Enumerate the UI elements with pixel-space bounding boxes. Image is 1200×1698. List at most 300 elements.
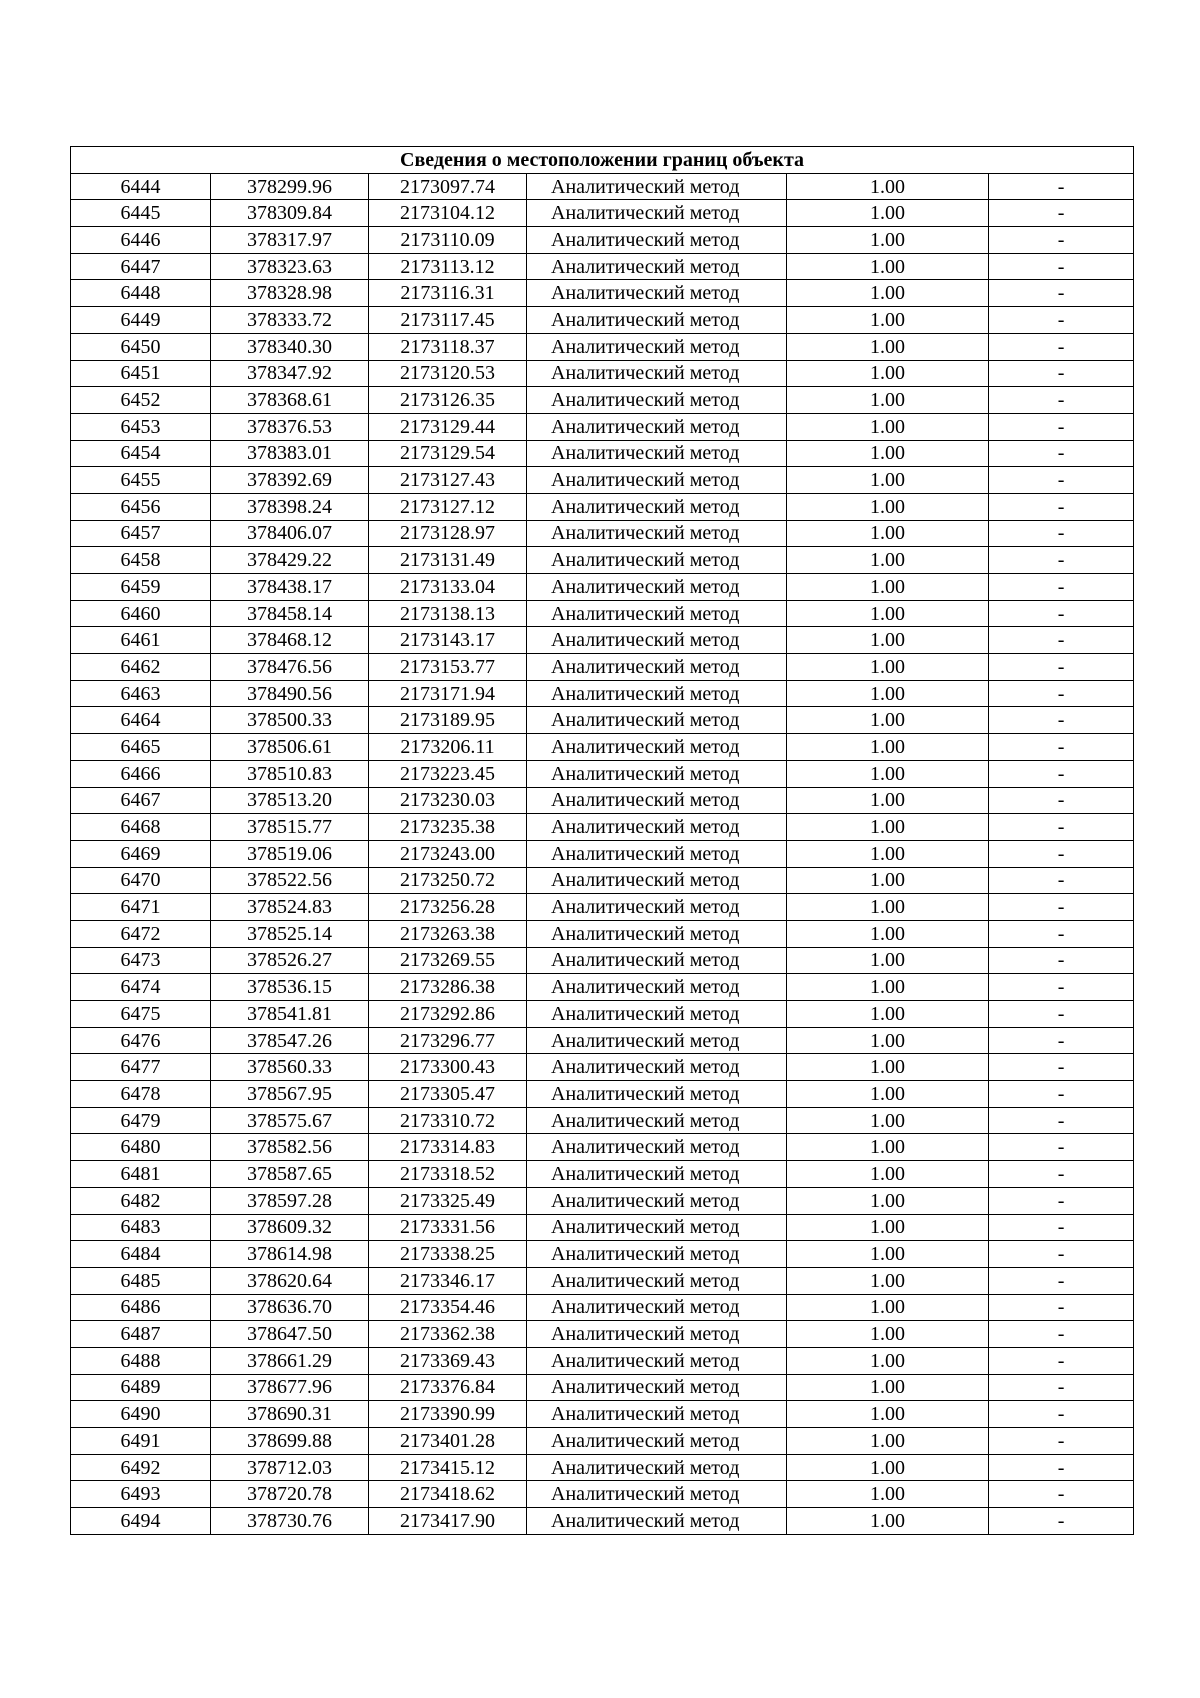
y-coordinate-cell: 2173127.43	[369, 467, 527, 494]
point-number-cell: 6449	[71, 307, 211, 334]
point-number-cell: 6474	[71, 974, 211, 1001]
description-cell: -	[989, 333, 1134, 360]
accuracy-cell: 1.00	[787, 760, 989, 787]
accuracy-cell: 1.00	[787, 1508, 989, 1535]
point-number-cell: 6481	[71, 1161, 211, 1188]
table-title-row	[71, 147, 1134, 174]
y-coordinate-cell: 2173110.09	[369, 227, 527, 254]
table-row	[71, 840, 1134, 867]
y-coordinate-cell: 2173305.47	[369, 1081, 527, 1108]
table-row	[71, 1241, 1134, 1268]
point-number-cell: 6467	[71, 787, 211, 814]
table-row	[71, 1454, 1134, 1481]
description-cell: -	[989, 1374, 1134, 1401]
description-cell: -	[989, 520, 1134, 547]
x-coordinate-cell: 378317.97	[211, 227, 369, 254]
method-cell: Аналитический метод	[527, 1374, 787, 1401]
point-number-cell: 6469	[71, 840, 211, 867]
point-number-cell: 6478	[71, 1081, 211, 1108]
accuracy-cell: 1.00	[787, 947, 989, 974]
point-number-cell: 6476	[71, 1027, 211, 1054]
x-coordinate-cell: 378506.61	[211, 734, 369, 761]
description-cell: -	[989, 1187, 1134, 1214]
accuracy-cell: 1.00	[787, 1241, 989, 1268]
y-coordinate-cell: 2173171.94	[369, 680, 527, 707]
accuracy-cell: 1.00	[787, 467, 989, 494]
table-row	[71, 947, 1134, 974]
description-cell: -	[989, 1267, 1134, 1294]
point-number-cell: 6488	[71, 1347, 211, 1374]
table-row	[71, 600, 1134, 627]
y-coordinate-cell: 2173118.37	[369, 333, 527, 360]
accuracy-cell: 1.00	[787, 920, 989, 947]
table-row	[71, 1347, 1134, 1374]
accuracy-cell: 1.00	[787, 360, 989, 387]
accuracy-cell: 1.00	[787, 1054, 989, 1081]
point-number-cell: 6484	[71, 1241, 211, 1268]
y-coordinate-cell: 2173129.44	[369, 413, 527, 440]
y-coordinate-cell: 2173369.43	[369, 1347, 527, 1374]
method-cell: Аналитический метод	[527, 280, 787, 307]
description-cell: -	[989, 600, 1134, 627]
accuracy-cell: 1.00	[787, 1267, 989, 1294]
point-number-cell: 6459	[71, 574, 211, 601]
x-coordinate-cell: 378661.29	[211, 1347, 369, 1374]
table-row	[71, 333, 1134, 360]
point-number-cell: 6460	[71, 600, 211, 627]
method-cell: Аналитический метод	[527, 787, 787, 814]
description-cell: -	[989, 200, 1134, 227]
method-cell: Аналитический метод	[527, 227, 787, 254]
description-cell: -	[989, 1321, 1134, 1348]
table-row	[71, 1161, 1134, 1188]
y-coordinate-cell: 2173354.46	[369, 1294, 527, 1321]
description-cell: -	[989, 920, 1134, 947]
y-coordinate-cell: 2173120.53	[369, 360, 527, 387]
table-row	[71, 1294, 1134, 1321]
description-cell: -	[989, 1081, 1134, 1108]
y-coordinate-cell: 2173235.38	[369, 814, 527, 841]
table-row	[71, 173, 1134, 200]
x-coordinate-cell: 378609.32	[211, 1214, 369, 1241]
method-cell: Аналитический метод	[527, 1347, 787, 1374]
table-row	[71, 1401, 1134, 1428]
x-coordinate-cell: 378458.14	[211, 600, 369, 627]
point-number-cell: 6482	[71, 1187, 211, 1214]
x-coordinate-cell: 378567.95	[211, 1081, 369, 1108]
y-coordinate-cell: 2173206.11	[369, 734, 527, 761]
table-row	[71, 1481, 1134, 1508]
point-number-cell: 6472	[71, 920, 211, 947]
table-row	[71, 1508, 1134, 1535]
accuracy-cell: 1.00	[787, 654, 989, 681]
description-cell: -	[989, 1481, 1134, 1508]
method-cell: Аналитический метод	[527, 1241, 787, 1268]
x-coordinate-cell: 378368.61	[211, 387, 369, 414]
description-cell: -	[989, 387, 1134, 414]
x-coordinate-cell: 378720.78	[211, 1481, 369, 1508]
accuracy-cell: 1.00	[787, 440, 989, 467]
accuracy-cell: 1.00	[787, 867, 989, 894]
table-row	[71, 493, 1134, 520]
method-cell: Аналитический метод	[527, 1081, 787, 1108]
point-number-cell: 6448	[71, 280, 211, 307]
method-cell: Аналитический метод	[527, 1214, 787, 1241]
point-number-cell: 6493	[71, 1481, 211, 1508]
accuracy-cell: 1.00	[787, 1374, 989, 1401]
x-coordinate-cell: 378525.14	[211, 920, 369, 947]
method-cell: Аналитический метод	[527, 387, 787, 414]
accuracy-cell: 1.00	[787, 547, 989, 574]
point-number-cell: 6447	[71, 253, 211, 280]
y-coordinate-cell: 2173223.45	[369, 760, 527, 787]
point-number-cell: 6483	[71, 1214, 211, 1241]
table-row	[71, 1107, 1134, 1134]
point-number-cell: 6465	[71, 734, 211, 761]
method-cell: Аналитический метод	[527, 547, 787, 574]
method-cell: Аналитический метод	[527, 360, 787, 387]
y-coordinate-cell: 2173318.52	[369, 1161, 527, 1188]
description-cell: -	[989, 1294, 1134, 1321]
method-cell: Аналитический метод	[527, 1294, 787, 1321]
method-cell: Аналитический метод	[527, 947, 787, 974]
description-cell: -	[989, 707, 1134, 734]
y-coordinate-cell: 2173390.99	[369, 1401, 527, 1428]
y-coordinate-cell: 2173129.54	[369, 440, 527, 467]
accuracy-cell: 1.00	[787, 1001, 989, 1028]
table-row	[71, 307, 1134, 334]
description-cell: -	[989, 173, 1134, 200]
method-cell: Аналитический метод	[527, 1267, 787, 1294]
method-cell: Аналитический метод	[527, 307, 787, 334]
accuracy-cell: 1.00	[787, 1161, 989, 1188]
description-cell: -	[989, 253, 1134, 280]
y-coordinate-cell: 2173362.38	[369, 1321, 527, 1348]
method-cell: Аналитический метод	[527, 1054, 787, 1081]
point-number-cell: 6464	[71, 707, 211, 734]
x-coordinate-cell: 378513.20	[211, 787, 369, 814]
accuracy-cell: 1.00	[787, 520, 989, 547]
point-number-cell: 6473	[71, 947, 211, 974]
x-coordinate-cell: 378575.67	[211, 1107, 369, 1134]
method-cell: Аналитический метод	[527, 440, 787, 467]
point-number-cell: 6479	[71, 1107, 211, 1134]
point-number-cell: 6485	[71, 1267, 211, 1294]
x-coordinate-cell: 378476.56	[211, 654, 369, 681]
x-coordinate-cell: 378547.26	[211, 1027, 369, 1054]
x-coordinate-cell: 378560.33	[211, 1054, 369, 1081]
description-cell: -	[989, 1241, 1134, 1268]
point-number-cell: 6466	[71, 760, 211, 787]
method-cell: Аналитический метод	[527, 467, 787, 494]
point-number-cell: 6446	[71, 227, 211, 254]
accuracy-cell: 1.00	[787, 307, 989, 334]
y-coordinate-cell: 2173126.35	[369, 387, 527, 414]
x-coordinate-cell: 378522.56	[211, 867, 369, 894]
method-cell: Аналитический метод	[527, 1134, 787, 1161]
table-row	[71, 253, 1134, 280]
point-number-cell: 6489	[71, 1374, 211, 1401]
y-coordinate-cell: 2173331.56	[369, 1214, 527, 1241]
method-cell: Аналитический метод	[527, 173, 787, 200]
table-row	[71, 654, 1134, 681]
point-number-cell: 6471	[71, 894, 211, 921]
accuracy-cell: 1.00	[787, 707, 989, 734]
point-number-cell: 6458	[71, 547, 211, 574]
accuracy-cell: 1.00	[787, 1454, 989, 1481]
y-coordinate-cell: 2173346.17	[369, 1267, 527, 1294]
x-coordinate-cell: 378620.64	[211, 1267, 369, 1294]
table-row	[71, 200, 1134, 227]
accuracy-cell: 1.00	[787, 1081, 989, 1108]
method-cell: Аналитический метод	[527, 1187, 787, 1214]
y-coordinate-cell: 2173116.31	[369, 280, 527, 307]
point-number-cell: 6452	[71, 387, 211, 414]
point-number-cell: 6445	[71, 200, 211, 227]
y-coordinate-cell: 2173300.43	[369, 1054, 527, 1081]
method-cell: Аналитический метод	[527, 253, 787, 280]
table-row	[71, 280, 1134, 307]
table-row	[71, 440, 1134, 467]
description-cell: -	[989, 413, 1134, 440]
point-number-cell: 6486	[71, 1294, 211, 1321]
x-coordinate-cell: 378383.01	[211, 440, 369, 467]
method-cell: Аналитический метод	[527, 680, 787, 707]
accuracy-cell: 1.00	[787, 227, 989, 254]
y-coordinate-cell: 2173131.49	[369, 547, 527, 574]
accuracy-cell: 1.00	[787, 200, 989, 227]
description-cell: -	[989, 760, 1134, 787]
accuracy-cell: 1.00	[787, 600, 989, 627]
description-cell: -	[989, 1134, 1134, 1161]
method-cell: Аналитический метод	[527, 894, 787, 921]
method-cell: Аналитический метод	[527, 867, 787, 894]
description-cell: -	[989, 493, 1134, 520]
y-coordinate-cell: 2173138.13	[369, 600, 527, 627]
x-coordinate-cell: 378587.65	[211, 1161, 369, 1188]
description-cell: -	[989, 547, 1134, 574]
table-row	[71, 974, 1134, 1001]
x-coordinate-cell: 378398.24	[211, 493, 369, 520]
table-title: Сведения о местоположении границ объекта	[71, 147, 1134, 174]
accuracy-cell: 1.00	[787, 1428, 989, 1455]
description-cell: -	[989, 1107, 1134, 1134]
x-coordinate-cell: 378519.06	[211, 840, 369, 867]
description-cell: -	[989, 867, 1134, 894]
description-cell: -	[989, 440, 1134, 467]
description-cell: -	[989, 947, 1134, 974]
description-cell: -	[989, 894, 1134, 921]
description-cell: -	[989, 814, 1134, 841]
accuracy-cell: 1.00	[787, 173, 989, 200]
description-cell: -	[989, 1454, 1134, 1481]
x-coordinate-cell: 378524.83	[211, 894, 369, 921]
y-coordinate-cell: 2173296.77	[369, 1027, 527, 1054]
y-coordinate-cell: 2173286.38	[369, 974, 527, 1001]
x-coordinate-cell: 378582.56	[211, 1134, 369, 1161]
table-row	[71, 467, 1134, 494]
x-coordinate-cell: 378526.27	[211, 947, 369, 974]
description-cell: -	[989, 787, 1134, 814]
point-number-cell: 6451	[71, 360, 211, 387]
point-number-cell: 6456	[71, 493, 211, 520]
method-cell: Аналитический метод	[527, 1481, 787, 1508]
table-row	[71, 1187, 1134, 1214]
method-cell: Аналитический метод	[527, 1321, 787, 1348]
method-cell: Аналитический метод	[527, 200, 787, 227]
accuracy-cell: 1.00	[787, 333, 989, 360]
table-row	[71, 574, 1134, 601]
description-cell: -	[989, 360, 1134, 387]
y-coordinate-cell: 2173418.62	[369, 1481, 527, 1508]
y-coordinate-cell: 2173269.55	[369, 947, 527, 974]
accuracy-cell: 1.00	[787, 1134, 989, 1161]
x-coordinate-cell: 378299.96	[211, 173, 369, 200]
y-coordinate-cell: 2173230.03	[369, 787, 527, 814]
y-coordinate-cell: 2173143.17	[369, 627, 527, 654]
accuracy-cell: 1.00	[787, 814, 989, 841]
table-row	[71, 760, 1134, 787]
description-cell: -	[989, 574, 1134, 601]
method-cell: Аналитический метод	[527, 1161, 787, 1188]
x-coordinate-cell: 378333.72	[211, 307, 369, 334]
y-coordinate-cell: 2173376.84	[369, 1374, 527, 1401]
method-cell: Аналитический метод	[527, 654, 787, 681]
x-coordinate-cell: 378515.77	[211, 814, 369, 841]
table-row	[71, 920, 1134, 947]
description-cell: -	[989, 1401, 1134, 1428]
table-row	[71, 1081, 1134, 1108]
x-coordinate-cell: 378323.63	[211, 253, 369, 280]
y-coordinate-cell: 2173128.97	[369, 520, 527, 547]
y-coordinate-cell: 2173113.12	[369, 253, 527, 280]
accuracy-cell: 1.00	[787, 1214, 989, 1241]
accuracy-cell: 1.00	[787, 1294, 989, 1321]
y-coordinate-cell: 2173417.90	[369, 1508, 527, 1535]
table-row	[71, 627, 1134, 654]
table-row	[71, 734, 1134, 761]
method-cell: Аналитический метод	[527, 840, 787, 867]
accuracy-cell: 1.00	[787, 1481, 989, 1508]
table-row	[71, 894, 1134, 921]
table-row	[71, 680, 1134, 707]
point-number-cell: 6450	[71, 333, 211, 360]
table-row	[71, 1001, 1134, 1028]
method-cell: Аналитический метод	[527, 1428, 787, 1455]
x-coordinate-cell: 378328.98	[211, 280, 369, 307]
x-coordinate-cell: 378677.96	[211, 1374, 369, 1401]
description-cell: -	[989, 1347, 1134, 1374]
point-number-cell: 6477	[71, 1054, 211, 1081]
x-coordinate-cell: 378510.83	[211, 760, 369, 787]
description-cell: -	[989, 974, 1134, 1001]
table-row	[71, 814, 1134, 841]
method-cell: Аналитический метод	[527, 1401, 787, 1428]
x-coordinate-cell: 378712.03	[211, 1454, 369, 1481]
x-coordinate-cell: 378468.12	[211, 627, 369, 654]
x-coordinate-cell: 378636.70	[211, 1294, 369, 1321]
description-cell: -	[989, 280, 1134, 307]
table-row	[71, 1054, 1134, 1081]
accuracy-cell: 1.00	[787, 574, 989, 601]
x-coordinate-cell: 378597.28	[211, 1187, 369, 1214]
y-coordinate-cell: 2173104.12	[369, 200, 527, 227]
x-coordinate-cell: 378500.33	[211, 707, 369, 734]
table-row	[71, 1214, 1134, 1241]
description-cell: -	[989, 654, 1134, 681]
x-coordinate-cell: 378541.81	[211, 1001, 369, 1028]
table-row	[71, 547, 1134, 574]
x-coordinate-cell: 378536.15	[211, 974, 369, 1001]
y-coordinate-cell: 2173310.72	[369, 1107, 527, 1134]
description-cell: -	[989, 1027, 1134, 1054]
accuracy-cell: 1.00	[787, 1027, 989, 1054]
y-coordinate-cell: 2173415.12	[369, 1454, 527, 1481]
boundary-coordinates-table	[70, 146, 1134, 1535]
y-coordinate-cell: 2173189.95	[369, 707, 527, 734]
accuracy-cell: 1.00	[787, 1107, 989, 1134]
accuracy-cell: 1.00	[787, 1347, 989, 1374]
table-row	[71, 1267, 1134, 1294]
point-number-cell: 6444	[71, 173, 211, 200]
method-cell: Аналитический метод	[527, 1508, 787, 1535]
y-coordinate-cell: 2173325.49	[369, 1187, 527, 1214]
x-coordinate-cell: 378490.56	[211, 680, 369, 707]
x-coordinate-cell: 378614.98	[211, 1241, 369, 1268]
point-number-cell: 6492	[71, 1454, 211, 1481]
method-cell: Аналитический метод	[527, 814, 787, 841]
table-row	[71, 1134, 1134, 1161]
accuracy-cell: 1.00	[787, 840, 989, 867]
method-cell: Аналитический метод	[527, 920, 787, 947]
accuracy-cell: 1.00	[787, 1321, 989, 1348]
table-row	[71, 413, 1134, 440]
accuracy-cell: 1.00	[787, 787, 989, 814]
y-coordinate-cell: 2173250.72	[369, 867, 527, 894]
method-cell: Аналитический метод	[527, 734, 787, 761]
accuracy-cell: 1.00	[787, 387, 989, 414]
point-number-cell: 6462	[71, 654, 211, 681]
table-row	[71, 787, 1134, 814]
description-cell: -	[989, 1508, 1134, 1535]
x-coordinate-cell: 378730.76	[211, 1508, 369, 1535]
accuracy-cell: 1.00	[787, 680, 989, 707]
description-cell: -	[989, 627, 1134, 654]
description-cell: -	[989, 680, 1134, 707]
table-row	[71, 1374, 1134, 1401]
method-cell: Аналитический метод	[527, 333, 787, 360]
method-cell: Аналитический метод	[527, 1107, 787, 1134]
method-cell: Аналитический метод	[527, 974, 787, 1001]
method-cell: Аналитический метод	[527, 1027, 787, 1054]
accuracy-cell: 1.00	[787, 627, 989, 654]
table-row	[71, 867, 1134, 894]
point-number-cell: 6457	[71, 520, 211, 547]
point-number-cell: 6490	[71, 1401, 211, 1428]
table-row	[71, 520, 1134, 547]
method-cell: Аналитический метод	[527, 493, 787, 520]
point-number-cell: 6463	[71, 680, 211, 707]
description-cell: -	[989, 734, 1134, 761]
description-cell: -	[989, 1054, 1134, 1081]
accuracy-cell: 1.00	[787, 1401, 989, 1428]
description-cell: -	[989, 1001, 1134, 1028]
method-cell: Аналитический метод	[527, 600, 787, 627]
y-coordinate-cell: 2173401.28	[369, 1428, 527, 1455]
accuracy-cell: 1.00	[787, 493, 989, 520]
point-number-cell: 6454	[71, 440, 211, 467]
description-cell: -	[989, 1161, 1134, 1188]
